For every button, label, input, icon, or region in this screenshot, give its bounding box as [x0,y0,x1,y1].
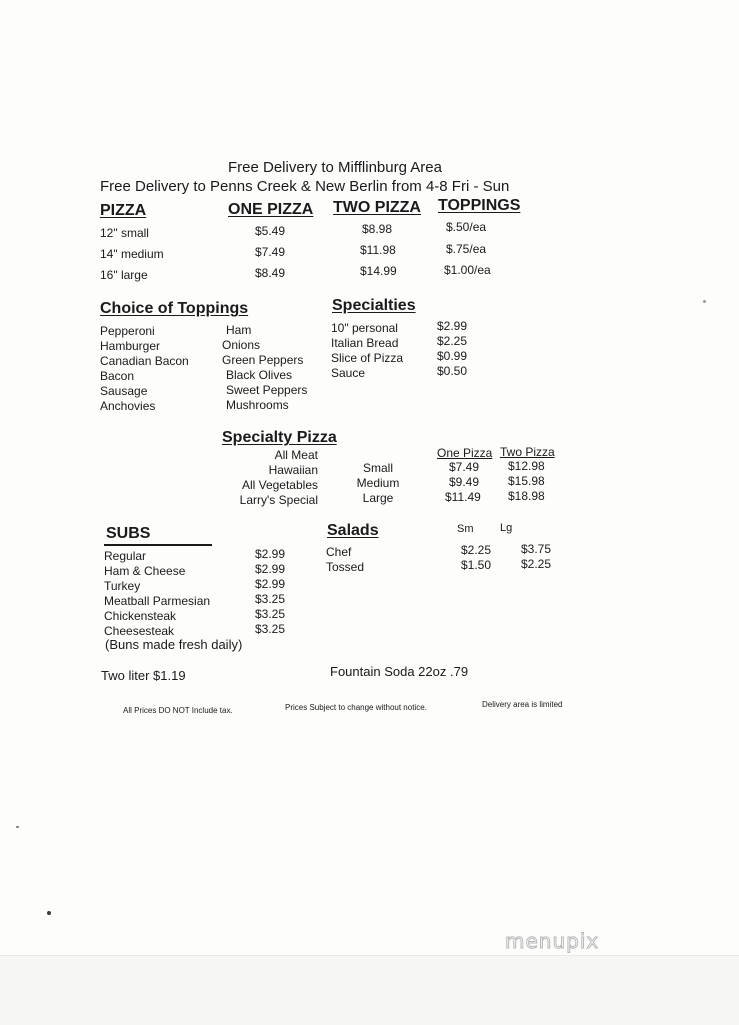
salad-lg-price: $3.75 [521,542,552,556]
tax-note: All Prices DO NOT Include tax. [123,706,233,715]
pizza-one-price: $7.49 [255,245,286,259]
topping-item: Mushrooms [226,398,289,412]
menupix-watermark: menupix [505,929,600,953]
specialty-one-pizza-heading: One Pizza [437,446,493,460]
specialty-size: Large [362,491,394,505]
scan-speck [16,826,19,828]
salad-sm-price: $2.25 [461,543,492,557]
subs-heading: SUBS [106,525,151,542]
salad-lg-price: $2.25 [521,557,552,571]
specialty-name: Italian Bread [331,336,399,350]
scan-speck [47,911,51,915]
specialty-sizes [355,461,401,506]
specialty-name: 10" personal [331,321,398,335]
choice-of-toppings-heading: Choice of Toppings [100,300,249,317]
specialty-one-price: $9.49 [449,475,480,489]
topping-item: Bacon [100,369,135,383]
subs-prices [255,547,285,637]
pizza-two-price: $11.98 [360,243,396,257]
specialty-two-price: $12.98 [508,459,545,473]
topping-item: Sausage [100,384,148,398]
two-pizza-heading: TWO PIZZA [333,199,421,216]
topping-item: Anchovies [100,399,156,413]
sub-price: $2.99 [255,562,286,576]
specialty-size: Medium [356,476,400,490]
pizza-heading: PIZZA [100,202,147,219]
sub-name: Meatball Parmesian [104,594,211,608]
topping-item: Hamburger [100,339,161,353]
specialty-kinds [218,448,318,508]
buns-note: (Buns made fresh daily) [105,637,243,652]
two-liter-price: Two liter $1.19 [101,668,186,683]
sub-name: Chickensteak [104,609,177,623]
specialty-pizza-heading: Specialty Pizza [222,429,337,446]
subs-underline [104,544,212,546]
specialty-kind: All Meat [274,448,318,462]
topping-price: $1.00/ea [444,263,491,277]
specialty-price: $0.99 [437,349,468,363]
topping-item: Black Olives [226,368,293,382]
scan-bottom-strip [0,955,739,1025]
sub-name: Regular [104,549,147,563]
topping-item: Ham [226,323,252,337]
specialty-two-price: $15.98 [508,474,545,488]
topping-item: Green Peppers [222,353,304,367]
salad-name: Tossed [326,560,365,574]
specialty-two-prices [508,459,545,504]
fountain-soda-price: Fountain Soda 22oz .79 [330,664,469,679]
salad-sm-price: $1.50 [461,558,492,572]
pizza-size: 16" large [100,268,148,282]
sub-name: Cheesesteak [104,624,175,638]
specialties-prices [437,319,467,379]
topping-price: $.75/ea [446,242,487,256]
pizza-two-price: $14.99 [360,264,397,278]
sub-price: $2.99 [255,577,286,591]
delivery-area-note: Delivery area is limited [482,700,563,709]
toppings-column-1 [100,324,189,414]
delivery-line-2: Free Delivery to Penns Creek & New Berlin from 4-8 Fri - Sun [100,178,510,195]
subs-names [104,549,210,639]
topping-item: Sweet Peppers [226,383,308,397]
pizza-one-price: $8.49 [255,266,286,280]
sub-name: Turkey [104,579,141,593]
topping-item: Canadian Bacon [100,354,189,368]
specialty-one-price: $7.49 [449,460,480,474]
topping-item: Pepperoni [100,324,155,338]
sub-name: Ham & Cheese [104,564,186,578]
sub-price: $3.25 [255,607,286,621]
specialty-kind: All Vegetables [241,478,318,492]
sub-price: $3.25 [255,622,286,636]
one-pizza-heading: ONE PIZZA [228,201,314,218]
salad-sm-prices [461,543,491,573]
specialty-one-prices [445,460,481,505]
specialty-name: Sauce [331,366,366,380]
salad-lg-prices [521,542,551,572]
specialty-two-pizza-heading: Two Pizza [500,445,555,459]
price-change-note: Prices Subject to change without notice. [285,703,427,712]
specialty-size: Small [362,461,393,475]
pizza-one-price: $5.49 [255,224,286,238]
specialty-kind: Hawaiian [268,463,318,477]
topping-price: $.50/ea [446,220,487,234]
toppings-heading: TOPPINGS [438,197,521,214]
pizza-two-price: $8.98 [362,222,393,236]
topping-item: Onions [222,338,261,352]
specialty-one-price: $11.49 [445,490,481,504]
specialty-price: $0.50 [437,364,468,378]
specialties-names [331,321,403,381]
salads-sm-heading: Sm [457,523,474,535]
toppings-column-2 [222,323,307,413]
salads-lg-heading: Lg [500,522,513,534]
pizza-size: 14" medium [100,247,164,261]
specialty-price: $2.99 [437,319,468,333]
pizza-size: 12" small [100,226,149,240]
delivery-line-1: Free Delivery to Mifflinburg Area [228,159,442,176]
salad-names [326,545,364,575]
salad-name: Chef [326,545,352,559]
specialty-name: Slice of Pizza [331,351,404,365]
scan-speck [703,300,706,303]
specialty-price: $2.25 [437,334,468,348]
sub-price: $3.25 [255,592,286,606]
specialty-two-price: $18.98 [508,489,545,503]
specialties-heading: Specialties [332,297,416,314]
sub-price: $2.99 [255,547,286,561]
specialty-kind: Larry's Special [239,493,318,507]
salads-heading: Salads [327,522,379,539]
